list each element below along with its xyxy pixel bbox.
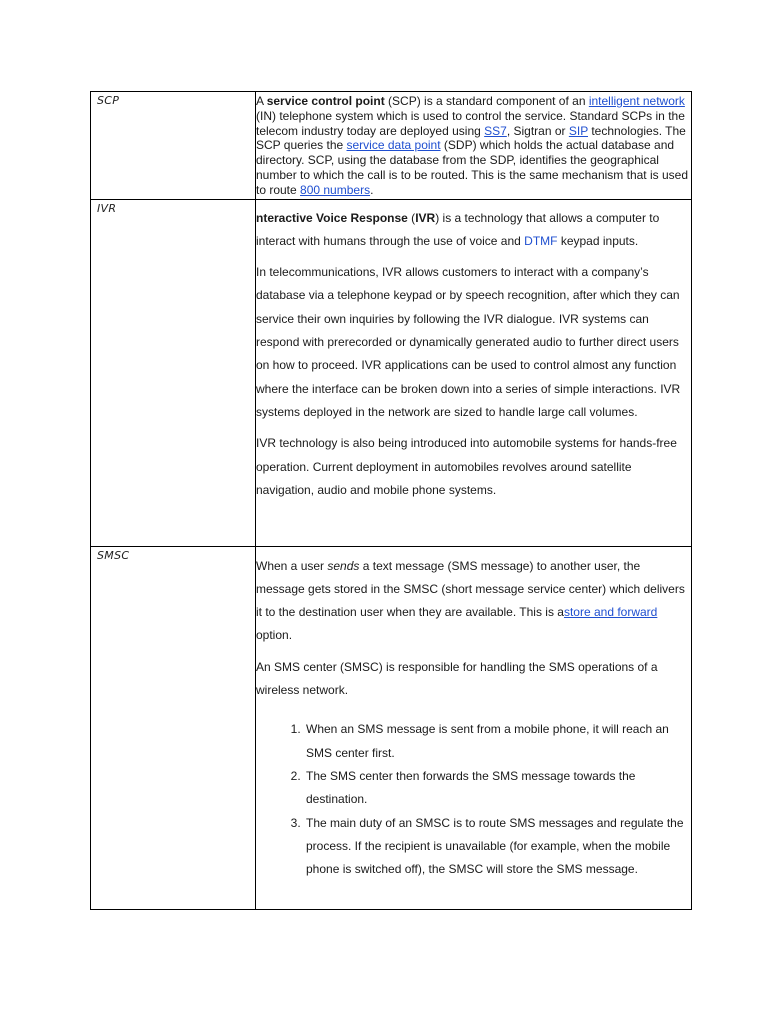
text-span: a text message (SMS message) to another user, the message gets stored in the SMSC (short message service center) which delivers it to the destination user when they are available. This is a <box>256 558 685 620</box>
description-cell-ivr <box>256 199 692 546</box>
text-span: . <box>370 182 374 197</box>
service-data-point-link[interactable]: service data point <box>346 138 441 153</box>
ivr-abbrev-bold: IVR <box>415 210 436 225</box>
term-label-ivr: IVR <box>97 201 117 215</box>
store-and-forward-link[interactable]: store and forward <box>563 605 658 620</box>
text-span: When a user <box>256 558 328 573</box>
ivr-paragraph-1 <box>256 207 691 254</box>
text-span: technologies. The SCP queries the <box>256 123 686 153</box>
text-span: keypad inputs. <box>557 233 639 248</box>
list-item: 2. The SMS center then forwards the SMS message towards the destination. <box>304 765 691 812</box>
dtmf-link[interactable]: DTMF <box>524 233 558 248</box>
800-numbers-link[interactable]: 800 numbers <box>300 182 371 197</box>
term-cell <box>91 199 256 546</box>
smsc-paragraph-2: An SMS center (SMSC) is responsible for handling the SMS operations of a wireless network. <box>256 659 658 698</box>
text-span: , Sigtran or <box>506 123 569 138</box>
table-row-smsc <box>91 546 692 909</box>
term-label-smsc: SMSC <box>97 548 130 562</box>
list-item: 3. The main duty of an SMSC is to route SMS messages and regulate the process. If the recipient is unavailable (for example, when the mobile phone is switched off), the SMSC will store the SMS message. <box>304 812 691 882</box>
term-label-scp: SCP <box>97 94 120 107</box>
text-span: (SDP) which holds the actual database and directory. SCP, using the database from the SDP, identifies the geographical number to which the call is to be routed. This is the same mechanism that is used to route <box>256 138 688 197</box>
ss7-link[interactable]: SS7 <box>484 123 507 138</box>
text-span: A <box>256 94 267 108</box>
definitions-table <box>90 91 692 910</box>
scp-description <box>256 94 691 198</box>
text-span: option. <box>256 628 293 643</box>
text-span: (SCP) is a standard component of an <box>384 94 589 108</box>
intelligent-network-link[interactable]: intelligent network <box>588 94 685 108</box>
term-cell <box>91 546 256 909</box>
description-cell-scp <box>256 92 692 200</box>
text-span: (IN) telephone system which is used to control the service. Standard SCPs in the telecom industry today are deployed using <box>256 108 685 138</box>
list-item: 1. When an SMS message is sent from a mobile phone, it will reach an SMS center first. <box>304 718 691 765</box>
term-cell <box>91 92 256 200</box>
sends-italic: sends <box>327 558 360 573</box>
table-row-ivr <box>91 199 692 546</box>
scp-term-bold: service control point <box>266 94 385 108</box>
ivr-term-bold: nteractive Voice Response <box>256 210 408 225</box>
smsc-steps-list <box>256 718 691 881</box>
smsc-paragraph-1 <box>256 555 691 648</box>
ivr-paragraph-2: In telecommunications, IVR allows customers to interact with a company’s database via a telephone keypad or by speech recognition, after which they can service their own inquiries by following the IVR dialogue. IVR systems can respond with prerecorded or dynamically generated audio to further direct users on how to proceed. IVR applications can be used to control almost any function where the interface can be broken down into a series of simple interactions. IVR systems deployed in the network are sized to handle large call volumes. <box>256 265 681 419</box>
description-cell-smsc <box>256 546 692 909</box>
sip-link[interactable]: SIP <box>568 123 588 138</box>
text-span: ( <box>407 210 416 225</box>
ivr-paragraph-3: IVR technology is also being introduced into automobile systems for hands-free operation. Current deployment in automobiles revolves around satellite navigation, audio and mobile phone systems. <box>256 436 677 497</box>
text-span: ) is a technology that allows a computer to interact with humans through the use of voice and <box>256 210 660 248</box>
table-row-scp <box>91 92 692 200</box>
